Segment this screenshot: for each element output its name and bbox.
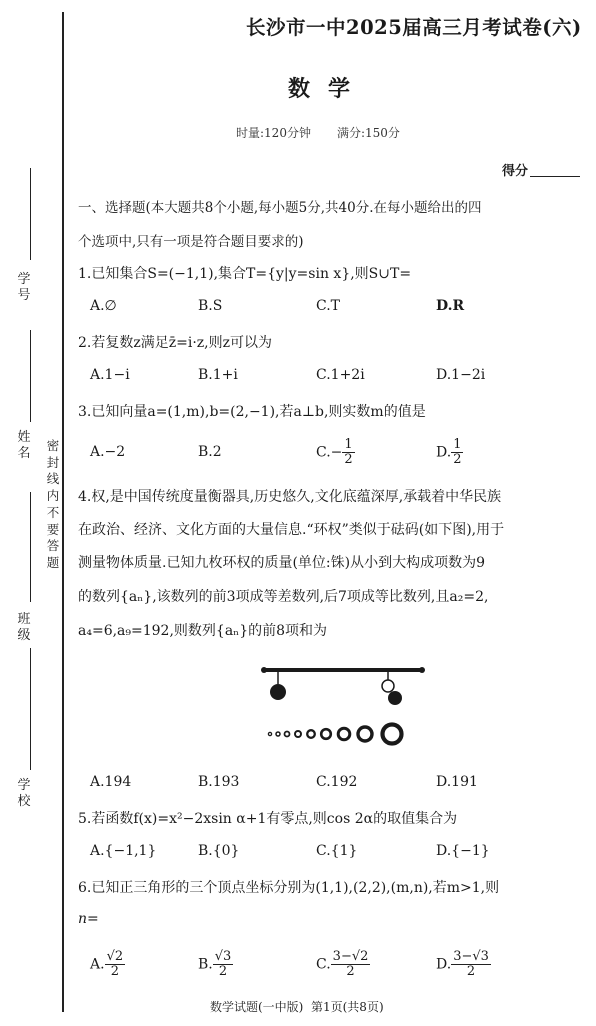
q1-option-a: A.∅ [90,298,117,314]
q1-option-d: D.R [436,298,465,314]
q6-options [78,950,586,986]
student-id-blank-line [30,168,31,260]
q4-option-d: D.191 [436,774,478,790]
q2-option-c: C.1+2i [316,367,365,383]
q5-option-b: B.{0} [198,843,240,859]
q2-option-b: B.1+i [198,367,238,383]
question-2: 2.若复数z满足z̄=i·z,则z可以为 [78,335,272,351]
question-4-line-2: 在政治、经济、文化方面的大量信息.“环权”类似于砝码(如下图),用于 [78,522,505,538]
name-blank-line [30,330,31,422]
q1-option-b: B.S [198,298,223,314]
q6-option-d: D. $\frac{3-√3}{2}$ [436,949,489,979]
q3-option-c: C.− $\frac{1}{2}$ [316,437,353,467]
exam-title: 长沙市一中2025届高三月考试卷(六) [246,16,582,39]
margin-label-name: 姓名 [17,430,31,461]
exam-page [78,0,586,1026]
question-6-line-2: n= [78,911,99,927]
q1-option-c: C.T [316,298,341,314]
question-5: 5.若函数f(x)=x²−2xsin α+1有零点,则cos 2α的取值集合为 [78,811,458,827]
ring-weights-figure [258,664,428,754]
q6-option-b: B. $\frac{√3}{2}$ [198,949,232,979]
score-field [502,160,580,179]
question-4-line-4: 的数列{aₙ},该数列的前3项成等差数列,后7项成等比数列,且a₂=2, [78,589,489,605]
score-blank [530,162,580,177]
q3-options [78,438,586,472]
section-heading-cont: 个选项中,只有一项是符合题目要求的) [78,234,304,250]
q4-option-c: C.192 [316,774,358,790]
margin-rule [62,12,64,1012]
class-blank-line [30,492,31,602]
q5-option-c: C.{1} [316,843,358,859]
seal-line-notice: 密封线内不要答题 [46,438,60,570]
time-info: 时量:120分钟 [236,126,311,140]
q2-option-a: A.1−i [90,367,130,383]
full-score: 满分:150分 [336,126,400,140]
question-1: 1.已知集合S=(−1,1),集合T={y|y=sin x},则S∪T= [78,266,412,282]
binding-margin [0,0,75,1026]
school-blank-line [30,648,31,770]
margin-label-school: 学校 [17,778,31,809]
q5-option-d: D.{−1} [436,843,490,859]
question-4-line-5: a₄=6,a₉=192,则数列{aₙ}的前8项和为 [78,623,328,639]
subject-title: 数学 [288,76,369,102]
q6-option-a: A. $\frac{√2}{2}$ [90,949,124,979]
margin-label-student-id: 学号 [17,272,31,303]
page-footer: 数学试题(一中版) 第1页(共8页) [210,1000,384,1014]
score-label: 得分 [501,164,528,179]
question-4-line-3: 测量物体质量.已知九枚环权的质量(单位:铢)从小到大构成项数为9 [78,555,485,571]
q4-option-b: B.193 [198,774,240,790]
exam-info [236,124,426,141]
q3-option-d: D. $\frac{1}{2}$ [436,437,462,467]
question-4-line-1: 4.权,是中国传统度量衡器具,历史悠久,文化底蕴深厚,承载着中华民族 [78,489,502,505]
margin-label-class: 班级 [17,612,31,643]
section-heading: 一、选择题(本大题共8个小题,每小题5分,共40分.在每小题给出的四 [78,200,482,216]
q3-option-b: B.2 [198,444,222,460]
q5-option-a: A.{−1,1} [90,843,157,859]
question-6-line-1: 6.已知正三角形的三个顶点坐标分别为(1,1),(2,2),(m,n),若m>1,则 [78,880,500,896]
question-3: 3.已知向量a=(1,m),b=(2,−1),若a⊥b,则实数m的值是 [78,404,426,420]
q3-option-a: A.−2 [90,444,126,460]
q2-option-d: D.1−2i [436,367,486,383]
q6-option-c: C. $\frac{3-√2}{2}$ [316,949,369,979]
q4-option-a: A.194 [90,774,132,790]
